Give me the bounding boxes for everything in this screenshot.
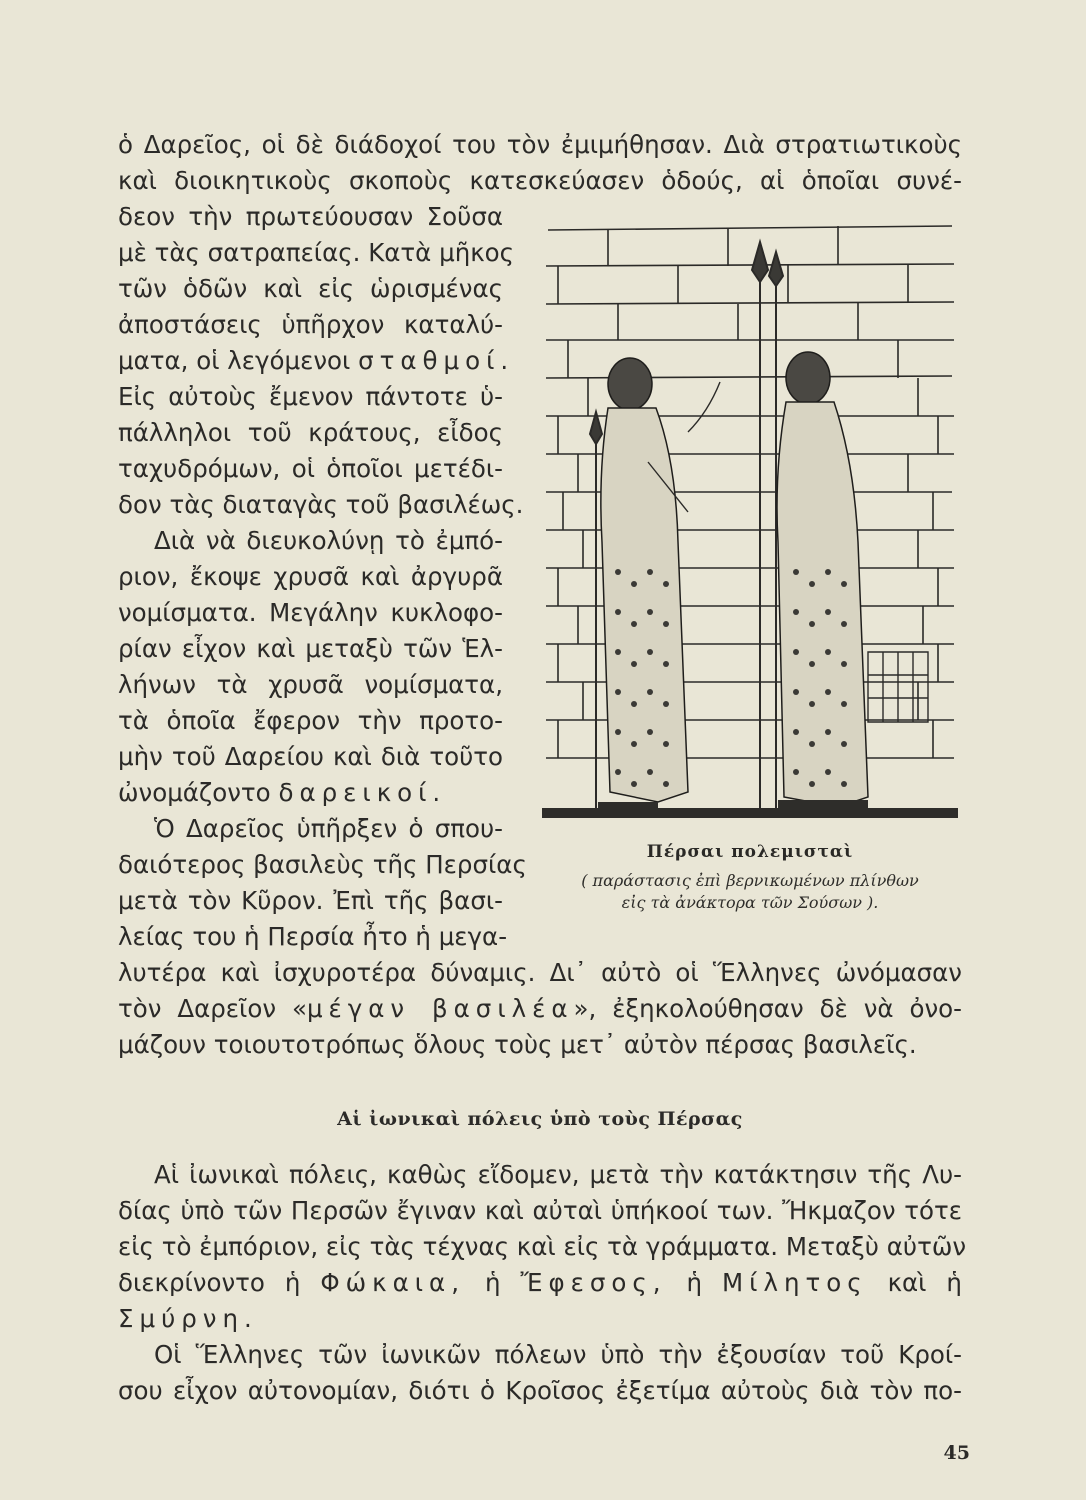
text-line [118,1266,962,1300]
text-segment: ὠνομάζοντο [118,778,271,807]
text-line [118,1302,962,1336]
text-segment: », ἐξηκολούθησαν δὲ νὰ ὀνο- [573,994,962,1023]
relief-drawing [538,212,962,834]
text-line: μάζουν τοιουτοτρόπως ὅλους τοὺς μετ᾽ αὐτὸν πέρσας βασιλεῖς. [118,1030,917,1059]
text-line: λυτέρα καὶ ἰσχυροτέρα δύναμις. Δι᾽ αὐτὸ οἱ Ἕλληνες ὠνόμασαν [118,958,962,987]
text-line: λήνων τὰ χρυσᾶ νομίσματα, [118,670,503,699]
figure-caption-subtitle: ( παράστασις ἐπὶ βερνικωμένων πλίνθων εἰς τὰ ἀνάκτορα τῶν Σούσων ). [581,871,919,912]
text-line: δον τὰς διαταγὰς τοῦ βασιλέως. [118,490,524,519]
persian-warriors-illustration [538,212,962,834]
text-segment: ματα, οἱ λεγόμενοι [118,346,351,375]
spaced-term-dareikoi: δαρεικοί. [278,778,447,807]
spaced-term-smyrni: Σμύρνη. [118,1304,258,1333]
text-segment: καὶ ἡ [887,1268,962,1297]
text-line: εἰς τὸ ἐμπόριον, εἰς τὰς τέχνας καὶ εἰς τὰ γράμματα. Μεταξὺ αὐτῶν [118,1232,967,1261]
text-line: καὶ διοικητικοὺς σκοποὺς κατεσκεύασεν ὁδούς, αἱ ὁποῖαι συνέ- [118,166,962,195]
spaced-term-megan-vasilea: μέγαν βασιλέα [306,994,574,1023]
text-line: τῶν ὁδῶν καὶ εἰς ὡρισμένας [118,274,503,303]
spaced-term-ephesos: Ἔφεσος, [520,1268,667,1297]
text-line [118,776,503,810]
text-line: πάλληλοι τοῦ κράτους, εἶδος [118,418,503,447]
text-line: ριον, ἔκοψε χρυσᾶ καὶ ἀργυρᾶ [118,562,503,591]
text-line: Εἰς αὐτοὺς ἔμενον πάντοτε ὑ- [118,382,503,411]
text-line: μὲ τὰς σατραπείας. Κατὰ μῆκος [118,238,515,267]
page-number: 45 [943,1442,970,1464]
text-line [118,992,962,1026]
text-line: ὁ Δαρεῖος, οἱ δὲ διάδοχοί του τὸν ἐμιμήθησαν. Διὰ στρατιωτικοὺς [118,130,962,159]
text-segment: διεκρίνοντο ἡ [118,1268,301,1297]
text-segment: τὸν Δαρεῖον « [118,994,307,1023]
text-segment: ἡ [686,1268,703,1297]
text-segment: ἡ [484,1268,501,1297]
text-line: ρίαν εἶχον καὶ μεταξὺ τῶν Ἑλ- [118,634,503,663]
section-heading: Αἱ ἰωνικαὶ πόλεις ὑπὸ τοὺς Πέρσας [337,1108,743,1130]
spaced-term-phokaia: Φώκαια, [320,1268,465,1297]
text-line: Διὰ νὰ διευκολύνῃ τὸ ἐμπό- [154,526,503,555]
text-line: Ὁ Δαρεῖος ὑπῆρξεν ὁ σπου- [154,814,503,843]
text-line: τὰ ὁποῖα ἔφερον τὴν προτο- [118,706,503,735]
text-line: σου εἶχον αὐτονομίαν, διότι ὁ Κροῖσος ἐξετίμα αὐτοὺς διὰ τὸν πο- [118,1376,962,1405]
text-line: λείας του ἡ Περσία ἦτο ἡ μεγα- [118,922,508,951]
text-line: μετὰ τὸν Κῦρον. Ἐπὶ τῆς βασι- [118,886,503,915]
text-line: Οἱ Ἕλληνες τῶν ἰωνικῶν πόλεων ὑπὸ τὴν ἐξουσίαν τοῦ Κροί- [154,1340,962,1369]
figure-caption-title: Πέρσαι πολεμισταὶ [646,842,854,862]
text-line [118,344,515,378]
text-line: δαιότερος βασιλεὺς τῆς Περσίας [118,850,527,879]
spaced-term-stathmoi: σταθμοί. [358,346,515,375]
spaced-term-miletos: Μίλητος [722,1268,868,1297]
text-line: δεον τὴν πρωτεύουσαν Σοῦσα [118,202,503,231]
text-line: δίας ὑπὸ τῶν Περσῶν ἔγιναν καὶ αὐταὶ ὑπήκοοί των. Ἤκμαζον τότε [118,1196,962,1225]
text-line: ἀποστάσεις ὑπῆρχον καταλύ- [118,310,503,339]
text-line: Αἱ ἰωνικαὶ πόλεις, καθὼς εἴδομεν, μετὰ τὴν κατάκτησιν τῆς Λυ- [154,1160,962,1189]
text-line: νομίσματα. Μεγάλην κυκλοφο- [118,598,503,627]
text-line: ταχυδρόμων, οἱ ὁποῖοι μετέδι- [118,454,503,483]
text-line: μὴν τοῦ Δαρείου καὶ διὰ τοῦτο [118,742,503,771]
